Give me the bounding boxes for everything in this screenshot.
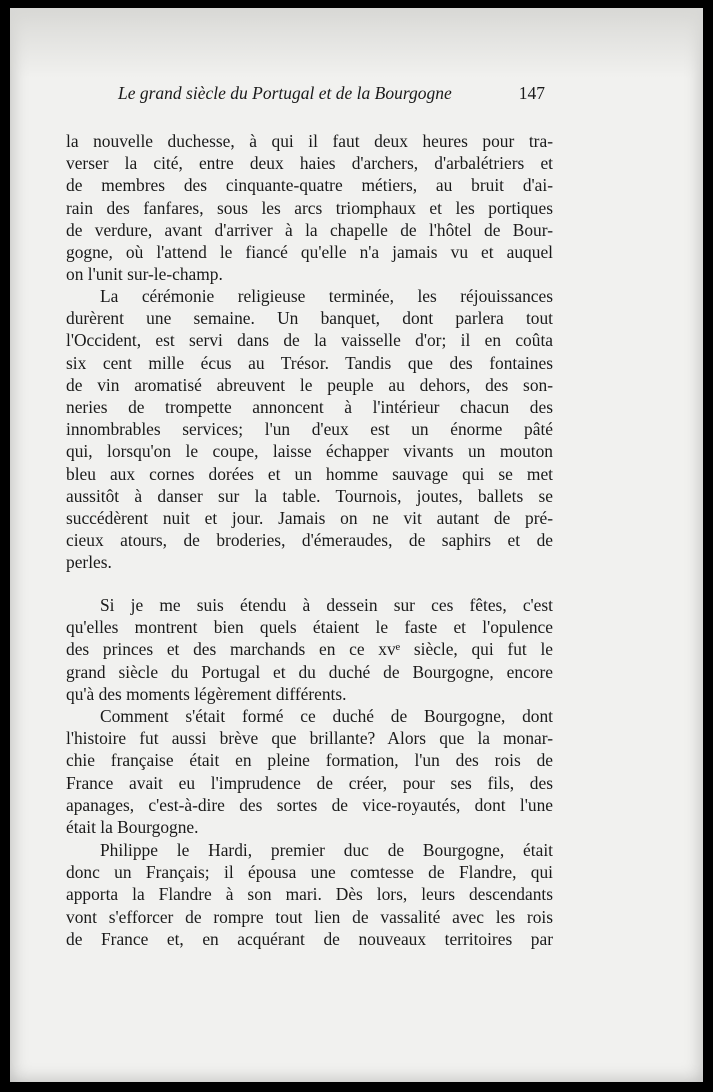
text-line: grand siècle du Portugal et du duché de Bourgogne, encore [66, 661, 553, 682]
text-line: on l'unit sur-le-champ. [66, 264, 223, 285]
text-line: aussitôt à danser sur la table. Tournois, joutes, ballets se [66, 485, 553, 506]
text-line: des princes et des marchands en ce xvᵉ siècle, qui fut le [66, 639, 553, 660]
scan-shadow [10, 8, 703, 78]
text-line: donc un Français; il épousa une comtesse de Flandre, qui [66, 862, 553, 883]
paragraph-2 [66, 285, 553, 573]
text-line: vont s'efforcer de rompre tout lien de vassalité avec les rois [66, 906, 553, 927]
text-line: succédèrent nuit et jour. Jamais on ne vit autant de pré- [66, 507, 553, 528]
text-line: de France et, en acquérant de nouveaux territoires par [66, 928, 553, 949]
paragraph-1 [66, 130, 553, 285]
text-line: chie française était en pleine formation, l'un des rois de [66, 750, 553, 771]
page-number: 147 [518, 83, 545, 103]
text-line: la nouvelle duchesse, à qui il faut deux heures pour tra- [66, 131, 553, 151]
text-line: qu'elles montrent bien quels étaient le faste et l'opulence [66, 617, 553, 638]
text-line: neries de trompette annoncent à l'intérieur chacun des [66, 396, 553, 417]
text-line: était la Bourgogne. [66, 816, 199, 837]
text-line: Philippe le Hardi, premier duc de Bourgogne, était [100, 840, 553, 860]
text-line: gogne, où l'attend le fiancé qu'elle n'a jamais vu et auquel [66, 241, 553, 262]
text-line: bleu aux cornes dorées et un homme sauvage qui se met [66, 463, 553, 484]
text-line: l'histoire fut aussi brève que brillante? Alors que la monar- [66, 728, 553, 749]
text-line: Comment s'était formé ce duché de Bourgogne, dont [100, 706, 553, 726]
text-line: verser la cité, entre deux haies d'archers, d'arbalétriers et [66, 153, 553, 174]
text-line: de vin aromatisé abreuvent le peuple au dehors, des son- [66, 374, 553, 395]
text-line: de membres des cinquante-quatre métiers, au bruit d'ai- [66, 175, 553, 196]
book-page [10, 8, 703, 1082]
text-line: de verdure, avant d'arriver à la chapelle de l'hôtel de Bour- [66, 219, 553, 240]
paragraph-3 [66, 594, 553, 705]
text-line: France avait eu l'imprudence de créer, pour ses fils, des [66, 772, 553, 793]
running-title: Le grand siècle du Portugal et de la Bourgogne [118, 83, 452, 103]
text-line: rain des fanfares, sous les arcs triomphaux et les portiques [66, 197, 553, 218]
text-line: qu'à des moments légèrement différents. [66, 683, 347, 704]
text-line: Si je me suis étendu à dessein sur ces fêtes, c'est [100, 595, 553, 615]
text-line: apporta la Flandre à son mari. Dès lors, leurs descendants [66, 884, 553, 905]
paragraph-4 [66, 705, 553, 838]
text-line: qui, lorsqu'on le coupe, laisse échapper vivants un mouton [66, 441, 553, 462]
text-line: durèrent une semaine. Un banquet, dont parlera tout [66, 308, 553, 329]
text-line: La cérémonie religieuse terminée, les réjouissances [100, 286, 553, 306]
running-header [118, 80, 545, 106]
text-line: six cent mille écus au Trésor. Tandis que des fontaines [66, 352, 553, 373]
text-line: l'Occident, est servi dans de la vaisselle d'or; il en coûta [66, 330, 553, 351]
text-line: apanages, c'est-à-dire des sortes de vice-royautés, dont l'une [66, 794, 553, 815]
text-line: perles. [66, 552, 112, 573]
text-line: cieux atours, de broderies, d'émeraudes, de saphirs et de [66, 530, 553, 551]
paragraph-5 [66, 839, 553, 950]
text-line: innombrables services; l'un d'eux est un énorme pâté [66, 419, 553, 440]
